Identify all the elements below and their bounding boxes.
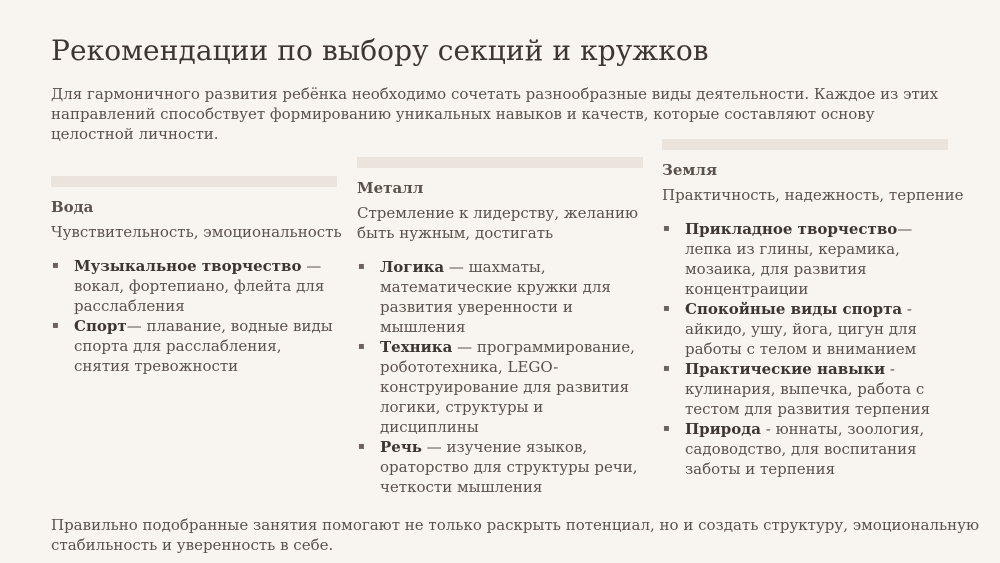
list-item: [357, 437, 640, 497]
item-text: — изучение языков, ораторство для структуры речи, четкости мышления: [380, 438, 638, 496]
item-text: — шахматы, математические кружки для развития уверенности и мышления: [380, 258, 611, 336]
column-water: [51, 176, 346, 376]
column-header-bar: [662, 139, 948, 150]
item-text: - кулинария, выпечка, работа с тестом для развития терпения: [685, 360, 931, 418]
item-text: - айкидо, ушу, йога, цигун для работы с телом и вниманием: [685, 300, 917, 358]
bullet-icon: ▪: [663, 303, 670, 314]
list-item: [357, 337, 640, 437]
column-title: Земля: [662, 161, 718, 179]
list-item: [662, 219, 940, 299]
column-subtitle: Чувствительность, эмоциональность: [51, 223, 342, 241]
column-title: Вода: [51, 198, 94, 216]
bullet-icon: ▪: [358, 441, 365, 452]
bullet-icon: ▪: [663, 423, 670, 434]
list-item: [662, 299, 940, 359]
page-title: Рекомендации по выбору секций и кружков: [51, 34, 709, 67]
item-heading: Практические навыки: [685, 360, 886, 378]
item-heading: Прикладное творчество: [685, 220, 898, 238]
list-item: [51, 256, 336, 316]
item-heading: Природа: [685, 420, 761, 438]
bullet-icon: ▪: [358, 261, 365, 272]
bullet-icon: ▪: [358, 341, 365, 352]
column-subtitle: Стремление к лидерству, желанию быть нужным, достигать: [357, 204, 639, 242]
list-item: [662, 359, 940, 419]
recommendation-list: [357, 257, 647, 497]
item-heading: Спокойные виды спорта: [685, 300, 903, 318]
footer-paragraph: Правильно подобранные занятия помогают не только раскрыть потенциал, но и создать структуру, эмоциональную стабильность и уверенность в себе.: [51, 516, 980, 554]
item-heading: Речь: [380, 438, 422, 456]
column-metal: [357, 157, 647, 497]
intro-paragraph: Для гармоничного развития ребёнка необходимо сочетать разнообразные виды деятельности. Каждое из этих направлений способствует формированию уникальных навыков и качеств, которые составляют основу целостной личности.: [51, 85, 939, 143]
item-text: — программирование, робототехника, LEGO-конструирование для развития логики, структуры и дисциплины: [380, 338, 635, 436]
bullet-icon: ▪: [52, 260, 59, 271]
column-earth: [662, 139, 962, 479]
recommendation-list: [51, 256, 346, 376]
bullet-icon: ▪: [663, 363, 670, 374]
column-title: Металл: [357, 179, 424, 197]
item-text: — плавание, водные виды спорта для расслабления, снятия тревожности: [74, 317, 333, 375]
item-heading: Техника: [380, 338, 453, 356]
list-item: [662, 419, 940, 479]
recommendation-list: [662, 219, 962, 479]
column-header-bar: [357, 157, 643, 168]
column-header-bar: [51, 176, 337, 187]
item-heading: Спорт: [74, 317, 127, 335]
list-item: [51, 316, 336, 376]
item-heading: Музыкальное творчество: [74, 257, 302, 275]
list-item: [357, 257, 640, 337]
item-text: — вокал, фортепиано, флейта для расслабления: [74, 257, 325, 315]
column-subtitle: Практичность, надежность, терпение: [662, 186, 964, 204]
bullet-icon: ▪: [52, 320, 59, 331]
item-text: - юннаты, зоология, садоводство, для воспитания заботы и терпения: [685, 420, 925, 478]
item-text: — лепка из глины, керамика, мозаика, для развития концентраиции: [685, 220, 913, 298]
bullet-icon: ▪: [663, 223, 670, 234]
item-heading: Логика: [380, 258, 445, 276]
